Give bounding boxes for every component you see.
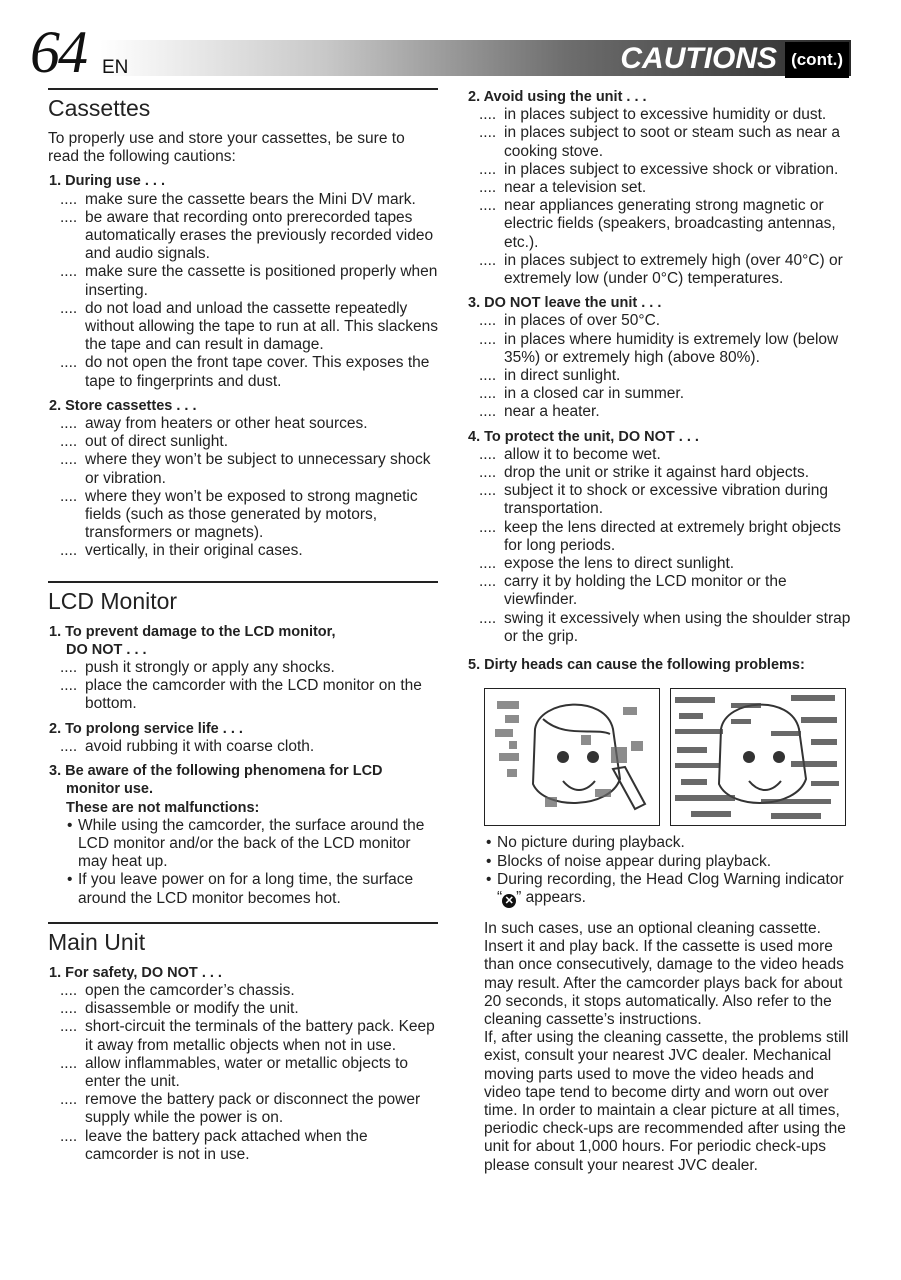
- list-item: .... open the camcorder’s chassis.: [60, 981, 295, 999]
- list-item: .... place the camcorder with the LCD monitor on the bottom.: [60, 677, 422, 713]
- list-item: .... leave the battery pack attached when the camcorder is not in use.: [60, 1127, 368, 1163]
- list-item: .... make sure the cassette is positioned properly when inserting.: [60, 263, 438, 299]
- lcd-rule: [48, 581, 438, 583]
- unit-item-5: [467, 656, 853, 1175]
- list-item: .... allow it to become wet.: [479, 445, 661, 463]
- lcd-section: [48, 581, 438, 908]
- list-item: .... do not load and unload the cassette repeatedly without allowing the tape to run at all. This slackens the tape and can result in damage.: [60, 299, 438, 354]
- page-number: 64: [30, 19, 86, 85]
- unit-item-4: [467, 428, 853, 646]
- main-unit-title: Main Unit: [48, 928, 146, 955]
- list-item: .... where they won’t be subject to unnecessary shock or vibration.: [60, 451, 431, 487]
- page-language: EN: [102, 57, 129, 78]
- item-heading: 2. To prolong service life . . .: [49, 720, 243, 737]
- list-item: .... avoid rubbing it with coarse cloth.: [60, 737, 315, 755]
- cassettes-intro: To properly use and store your cassettes, be sure to read the following cautions:: [48, 130, 405, 166]
- list-item: .... push it strongly or apply any shocks.: [60, 659, 335, 677]
- list-item: .... near appliances generating strong magnetic or electric fields (speakers, broadcasting antennas, etc.).: [479, 197, 836, 251]
- list-item: .... in places subject to excessive humidity or dust.: [479, 106, 827, 124]
- left-column: [48, 88, 438, 1170]
- list-item: .... in places subject to extremely high (over 40°C) or extremely low (under 0°C) temperatures.: [479, 251, 843, 288]
- item-heading: 2. Avoid using the unit . . .: [468, 89, 647, 105]
- lcd-item-1: [48, 623, 438, 714]
- face-heavy-noise-image: [671, 689, 845, 825]
- list-item: .... make sure the cassette bears the Mini DV mark.: [60, 190, 416, 208]
- item-heading: 3. DO NOT leave the unit . . .: [468, 295, 662, 312]
- list-item: .... near a television set.: [479, 179, 647, 197]
- main-unit-item-1: [48, 964, 438, 1164]
- list-item: .... in places subject to excessive shock or vibration.: [479, 160, 839, 178]
- list-item: .... do not open the front tape cover. This exposes the tape to fingerprints and dust.: [60, 354, 430, 390]
- list-item: .... near a heater.: [479, 403, 600, 421]
- bullet-item: • During recording, the Head Clog Warning indicator “ ✕ ” appears.: [486, 870, 844, 907]
- list-item: .... drop the unit or strike it against hard objects.: [479, 464, 809, 482]
- list-item: .... expose the lens to direct sunlight.: [479, 555, 735, 573]
- cassettes-item-1: [48, 172, 438, 390]
- list-item: .... in places of over 50°C.: [479, 312, 661, 330]
- bullet-item: • If you leave power on for a long time, the surface around the LCD monitor becomes hot.: [67, 871, 414, 907]
- list-item: .... in places where humidity is extremely low (below 35%) or extremely high (above 80%).: [479, 330, 839, 366]
- list-item: .... short-circuit the terminals of the battery pack. Keep it away from metallic objects when not in use.: [60, 1018, 435, 1054]
- item-heading: 5. Dirty heads can cause the following problems:: [468, 657, 805, 674]
- list-item: .... carry it by holding the LCD monitor or the viewfinder.: [479, 573, 787, 609]
- item-heading: 3. Be aware of the following phenomena for LCD: [49, 763, 383, 780]
- cont-badge: (cont.): [785, 42, 849, 78]
- item-heading: 1. For safety, DO NOT . . .: [49, 964, 222, 981]
- dirty-heads-illustrations: [484, 688, 853, 826]
- item-heading: 4. To protect the unit, DO NOT . . .: [468, 428, 699, 445]
- cassettes-rule: [48, 88, 438, 90]
- lcd-title: LCD Monitor: [48, 587, 178, 614]
- illustration-heavy-noise: [670, 688, 846, 826]
- dealer-paragraph: If, after using the cleaning cassette, the problems still exist, consult your nearest JVC dealer. Mechanical moving parts used to move the video heads and video tape tend to become dirty and worn out over time. In order to maintain a clear picture at all times, periodic check-ups are recommended after using the unit for about 1,000 hours. For periodic check-ups please consult your nearest JVC dealer.: [484, 1029, 849, 1174]
- list-item: .... in direct sunlight.: [479, 367, 621, 385]
- face-noise-blocks-image: [485, 689, 659, 825]
- list-item: .... keep the lens directed at extremely bright objects for long periods.: [479, 518, 841, 554]
- list-item: .... swing it excessively when using the shoulder strap or the grip.: [479, 609, 851, 645]
- cleaning-paragraph: In such cases, use an optional cleaning cassette. Insert it and play back. If the cassette is used more than once consecutively, damage to the video heads may result. After the camcorder plays back for about 20 seconds, it stops automatically. Also refer to the cleaning cassette’s instructions.: [484, 919, 844, 1028]
- list-item: .... in places subject to soot or steam such as near a cooking stove.: [479, 124, 841, 160]
- right-column: [467, 88, 853, 1181]
- section-title: [620, 42, 849, 74]
- item-heading: 2. Store cassettes . . .: [49, 397, 197, 414]
- list-item: .... away from heaters or other heat sources.: [60, 415, 368, 433]
- cassettes-title: Cassettes: [48, 95, 151, 121]
- main-unit-section: [48, 922, 438, 1164]
- illustration-noise-blocks: [484, 688, 660, 826]
- item-subheading: monitor use.: [66, 781, 154, 798]
- lcd-item-3: [48, 762, 438, 908]
- main-unit-rule: [48, 922, 438, 924]
- list-item: .... out of direct sunlight.: [60, 433, 229, 451]
- unit-item-2: [467, 88, 853, 288]
- list-item: .... vertically, in their original cases.: [60, 542, 303, 560]
- item-subheading: DO NOT . . .: [66, 641, 147, 658]
- cassettes-section: [48, 88, 438, 561]
- item-subheading: These are not malfunctions:: [66, 799, 260, 816]
- list-item: .... where they won’t be exposed to strong magnetic fields (such as those generated by motors, transformers or magnets).: [60, 487, 418, 542]
- bullet-item: • No picture during playback.: [486, 834, 685, 852]
- item-heading: 1. To prevent damage to the LCD monitor,: [49, 623, 336, 640]
- list-item: .... subject it to shock or excessive vibration during transportation.: [479, 482, 828, 518]
- list-item: .... be aware that recording onto prerecorded tapes automatically erases the previously recorded video and audio signals.: [60, 208, 434, 263]
- item-heading: 1. During use . . .: [49, 173, 166, 190]
- bullet-item: • Blocks of noise appear during playback.: [486, 852, 771, 870]
- list-item: .... remove the battery pack or disconnect the power supply while the power is on.: [60, 1091, 421, 1127]
- bullet-item: • While using the camcorder, the surface around the LCD monitor and/or the back of the LCD monitor may heat up.: [67, 816, 425, 871]
- head-clog-warning-icon: ✕: [502, 894, 516, 908]
- cassettes-item-2: [48, 397, 438, 561]
- list-item: .... disassemble or modify the unit.: [60, 1000, 299, 1018]
- lcd-item-2: [48, 720, 438, 756]
- unit-item-3: [467, 294, 853, 421]
- list-item: .... allow inflammables, water or metallic objects to enter the unit.: [60, 1054, 409, 1090]
- list-item: .... in a closed car in summer.: [479, 385, 685, 403]
- cautions-title: CAUTIONS: [620, 41, 778, 75]
